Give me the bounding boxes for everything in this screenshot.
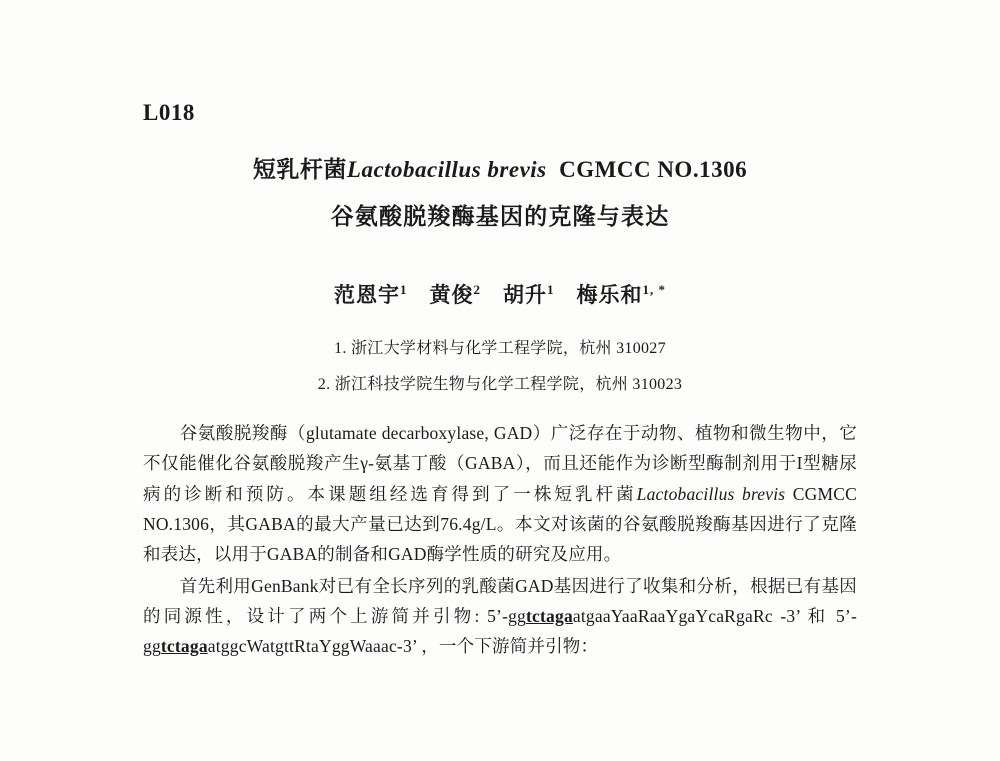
- abstract-body: [143, 418, 857, 661]
- abstract-paragraph-1: [143, 418, 857, 568]
- author-name-2: 黄俊: [429, 283, 474, 308]
- abstract-p2-part-a: 首先利用GenBank对已有全长序列的乳酸菌GAD基因进行了收集和分析，根据已有基因的同源性，设计了两个上游简并引物: 5’-gg: [143, 575, 857, 626]
- abstract-p1-part-b: CGMCC NO.1306，其GABA的最大产量已达到76.4g/L。本文对该菌的谷氨酸脱羧酶基因进行了克隆和表达，以用于GABA的制备和GAD酶学性质的研究及应用。: [143, 483, 857, 564]
- author-affil-marker-3: 1: [547, 282, 555, 298]
- author-affil-marker-1: 1: [400, 282, 408, 298]
- affiliation-1: [143, 335, 857, 358]
- abstract-p2-part-b: atgaaYaaRaaYgaYcaRgaRc -3’ 和 5’-gg: [143, 605, 857, 656]
- document-code: L018: [143, 100, 195, 125]
- affiliation-text-1: 浙江大学材料与化学工程学院，杭州 310027: [351, 340, 666, 358]
- paper-title-line-2: 谷氨酸脱羧酶基因的克隆与表达: [330, 203, 670, 229]
- author-name-1: 范恩宇: [334, 283, 400, 308]
- title-strain-code: CGMCC NO.1306: [559, 157, 748, 182]
- author-affil-marker-2: 2: [473, 282, 481, 298]
- paper-title-line-1: [143, 154, 857, 187]
- author-name-3: 胡升: [503, 283, 547, 308]
- author-affil-marker-4: 1, *: [642, 282, 666, 298]
- affiliation-text-2: 浙江科技学院生物与化学工程学院，杭州 310023: [334, 376, 683, 394]
- title-chinese-prefix: 短乳杆菌: [252, 157, 347, 182]
- affiliation-number-1: 1.: [334, 340, 347, 358]
- affiliation-2: [143, 371, 857, 394]
- abstract-p2-restriction-site-1: tctaga: [526, 605, 573, 626]
- abstract-paragraph-2: [143, 571, 857, 661]
- title-species-name: Lactobacillus brevis: [346, 157, 547, 182]
- affiliation-number-2: 2.: [317, 376, 331, 394]
- paper-content: [143, 100, 857, 661]
- abstract-p2-part-c: atggcWatgttRtaYggWaaac-3’ ，一个下游简并引物：: [207, 635, 599, 656]
- author-name-4: 梅乐和: [576, 283, 643, 308]
- author-list: [143, 279, 857, 309]
- abstract-p1-species: Lactobacillus brevis: [636, 483, 786, 504]
- abstract-p2-restriction-site-2: tctaga: [160, 635, 208, 656]
- abstract-p1-part-a: 谷氨酸脱羧酶（glutamate decarboxylase, GAD）广泛存在于动物、植物和微生物中，它不仅能催化谷氨酸脱羧产生γ-氨基丁酸（GABA），而且还能作为诊断型酶制剂用于I型糖尿病的诊断和预防。本课题组经选育得到了一株短乳杆菌: [143, 423, 857, 504]
